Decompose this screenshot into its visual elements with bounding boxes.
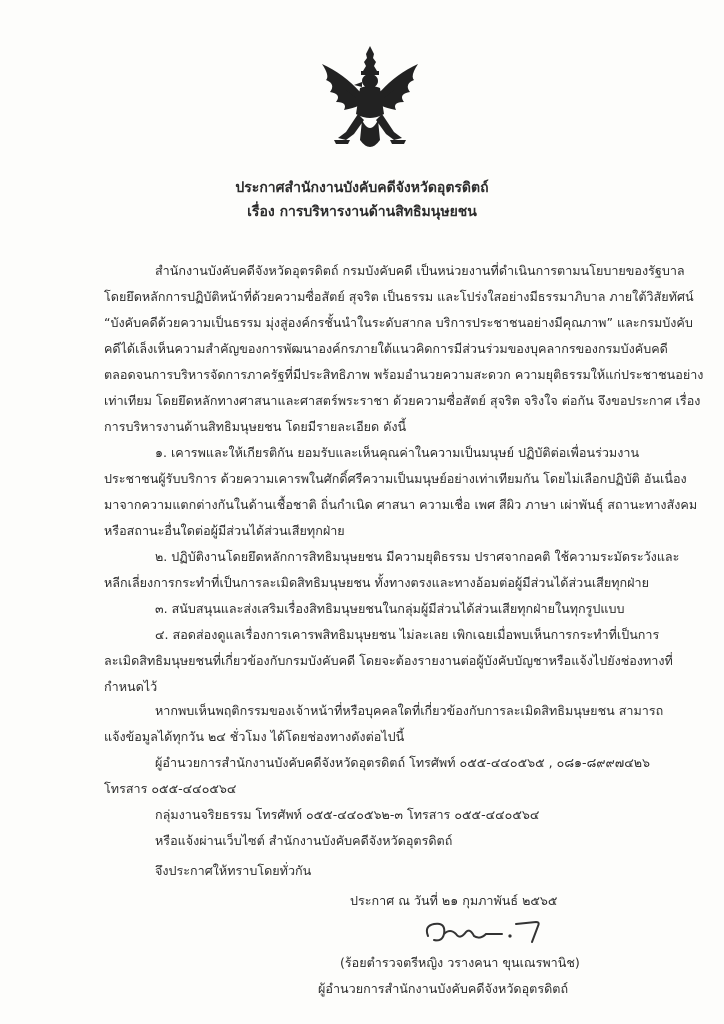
contact-director-fax: โทรสาร ๐๕๕-๔๔๐๕๖๔ [104, 781, 237, 796]
intro-line: การบริหารงานด้านสิทธิมนุษยชน โดยมีรายละเอียด ดังนี้ [104, 419, 407, 434]
contact-website: หรือแจ้งผ่านเว็บไซต์ สำนักงานบังคับคดีจังหวัดอุตรดิตถ์ [155, 833, 453, 848]
item-2-line: หลีกเลี่ยงการกระทำที่เป็นการละเมิดสิทธิมนุษยชน ทั้งทางตรงและทางอ้อมต่อผู้มีส่วนได้ส่วนเสียทุกฝ่าย [104, 575, 649, 590]
contact-ethics-group: กลุ่มงานจริยธรรม โทรศัพท์ ๐๕๕-๔๔๐๕๖๒-๓ โทรสาร ๐๕๕-๔๔๐๕๖๔ [155, 807, 540, 822]
garuda-emblem [316, 44, 424, 162]
intro-line: “บังคับคดีด้วยความเป็นธรรม มุ่งสู่องค์กรชั้นนำในระดับสากล บริการประชาชนอย่างมีคุณภาพ” และกรมบังคับ [104, 315, 693, 330]
item-4-line: กำหนดไว้ [104, 679, 158, 694]
announcement-date: ประกาศ ณ วันที่ ๒๑ กุมภาพันธ์ ๒๕๖๕ [350, 893, 558, 908]
item-1-line: ประชาชนผู้รับบริการ ด้วยความเคารพในศักดิ์ศรีความเป็นมนุษย์อย่างเท่าเทียมกัน โดยไม่เลือกปฏิบัติ อันเนื่อง [104, 471, 687, 486]
intro-line: สำนักงานบังคับคดีจังหวัดอุตรดิตถ์ กรมบังคับคดี เป็นหน่วยงานที่ดำเนินการตามนโยบายของรัฐบาล [155, 263, 685, 278]
intro-line: โดยยึดหลักการปฏิบัติหน้าที่ด้วยความซื่อสัตย์ สุจริต เป็นธรรม และโปร่งใสอย่างมีธรรมาภิบาล ภายใต้วิสัยทัศน์ [104, 289, 694, 304]
item-4-line: ๔. สอดส่องดูแลเรื่องการเคารพสิทธิมนุษยชน ไม่ละเลย เพิกเฉยเมื่อพบเห็นการกระทำที่เป็นการ [155, 627, 660, 642]
item-3-line: ๓. สนับสนุนและส่งเสริมเรื่องสิทธิมนุษยชนในกลุ่มผู้มีส่วนได้ส่วนเสียทุกฝ่ายในทุกรูปแบบ [155, 601, 625, 616]
intro-line: ตลอดจนการบริหารจัดการภาครัฐที่มีประสิทธิภาพ พร้อมอำนวยความสะดวก ความยุติธรรมให้แก่ประชาชนอย่าง [104, 367, 704, 382]
intro-line: เท่าเทียม โดยยึดหลักทางศาสนาและศาสตร์พระราชา ด้วยความซื่อสัตย์ สุจริต จริงใจ ต่อกัน จึงขอประกาศ เรื่อง [104, 393, 701, 408]
report-line: หากพบเห็นพฤติกรรมของเจ้าหน้าที่หรือบุคคลใดที่เกี่ยวข้องกับการละเมิดสิทธิมนุษยชน สามารถ [155, 703, 664, 718]
contact-director: ผู้อำนวยการสำนักงานบังคับคดีจังหวัดอุตรดิตถ์ โทรศัพท์ ๐๕๕-๔๔๐๕๖๕ , ๐๘๑-๘๙๙๗๔๒๖ [155, 755, 651, 770]
signer-position: ผู้อำนวยการสำนักงานบังคับคดีจังหวัดอุตรดิตถ์ [318, 981, 569, 996]
report-line: แจ้งข้อมูลได้ทุกวัน ๒๔ ชั่วโมง ได้โดยช่องทางดังต่อไปนี้ [104, 729, 405, 744]
item-1-line: ๑. เคารพและให้เกียรติกัน ยอมรับและเห็นคุณค่าในความเป็นมนุษย์ ปฏิบัติต่อเพื่อนร่วมงาน [155, 445, 640, 460]
item-1-line: มาจากความแตกต่างกันในด้านเชื้อชาติ ถิ่นกำเนิด ศาสนา ความเชื่อ เพศ สีผิว ภาษา เผ่าพันธุ์ สถานะทางสังคม [104, 497, 698, 512]
announcement-subject: เรื่อง การบริหารงานด้านสิทธิมนุษยชน [247, 204, 477, 220]
announcement-title: ประกาศสำนักงานบังคับคดีจังหวัดอุตรดิตถ์ [235, 180, 489, 196]
signer-name: (ร้อยตำรวจตรีหญิง วรางคนา ขุนเณรพานิช) [340, 955, 580, 970]
item-2-line: ๒. ปฏิบัติงานโดยยึดหลักการสิทธิมนุษยชน มีความยุติธรรม ปราศจากอคติ ใช้ความระมัดระวังและ [155, 549, 680, 564]
item-1-line: หรือสถานะอื่นใดต่อผู้มีส่วนได้ส่วนเสียทุกฝ่าย [104, 523, 345, 538]
intro-line: คดีได้เล็งเห็นความสำคัญของการพัฒนาองค์กรภายใต้แนวคิดการมีส่วนร่วมของบุคลากรของกรมบังคับคดี [104, 341, 668, 356]
item-4-line: ละเมิดสิทธิมนุษยชนที่เกี่ยวข้องกับกรมบังคับคดี โดยจะต้องรายงานต่อผู้บังคับบัญชาหรือแจ้งไปยังช่องทางที่ [104, 653, 673, 668]
closing-statement: จึงประกาศให้ทราบโดยทั่วกัน [155, 863, 312, 878]
handwritten-signature [420, 916, 550, 948]
